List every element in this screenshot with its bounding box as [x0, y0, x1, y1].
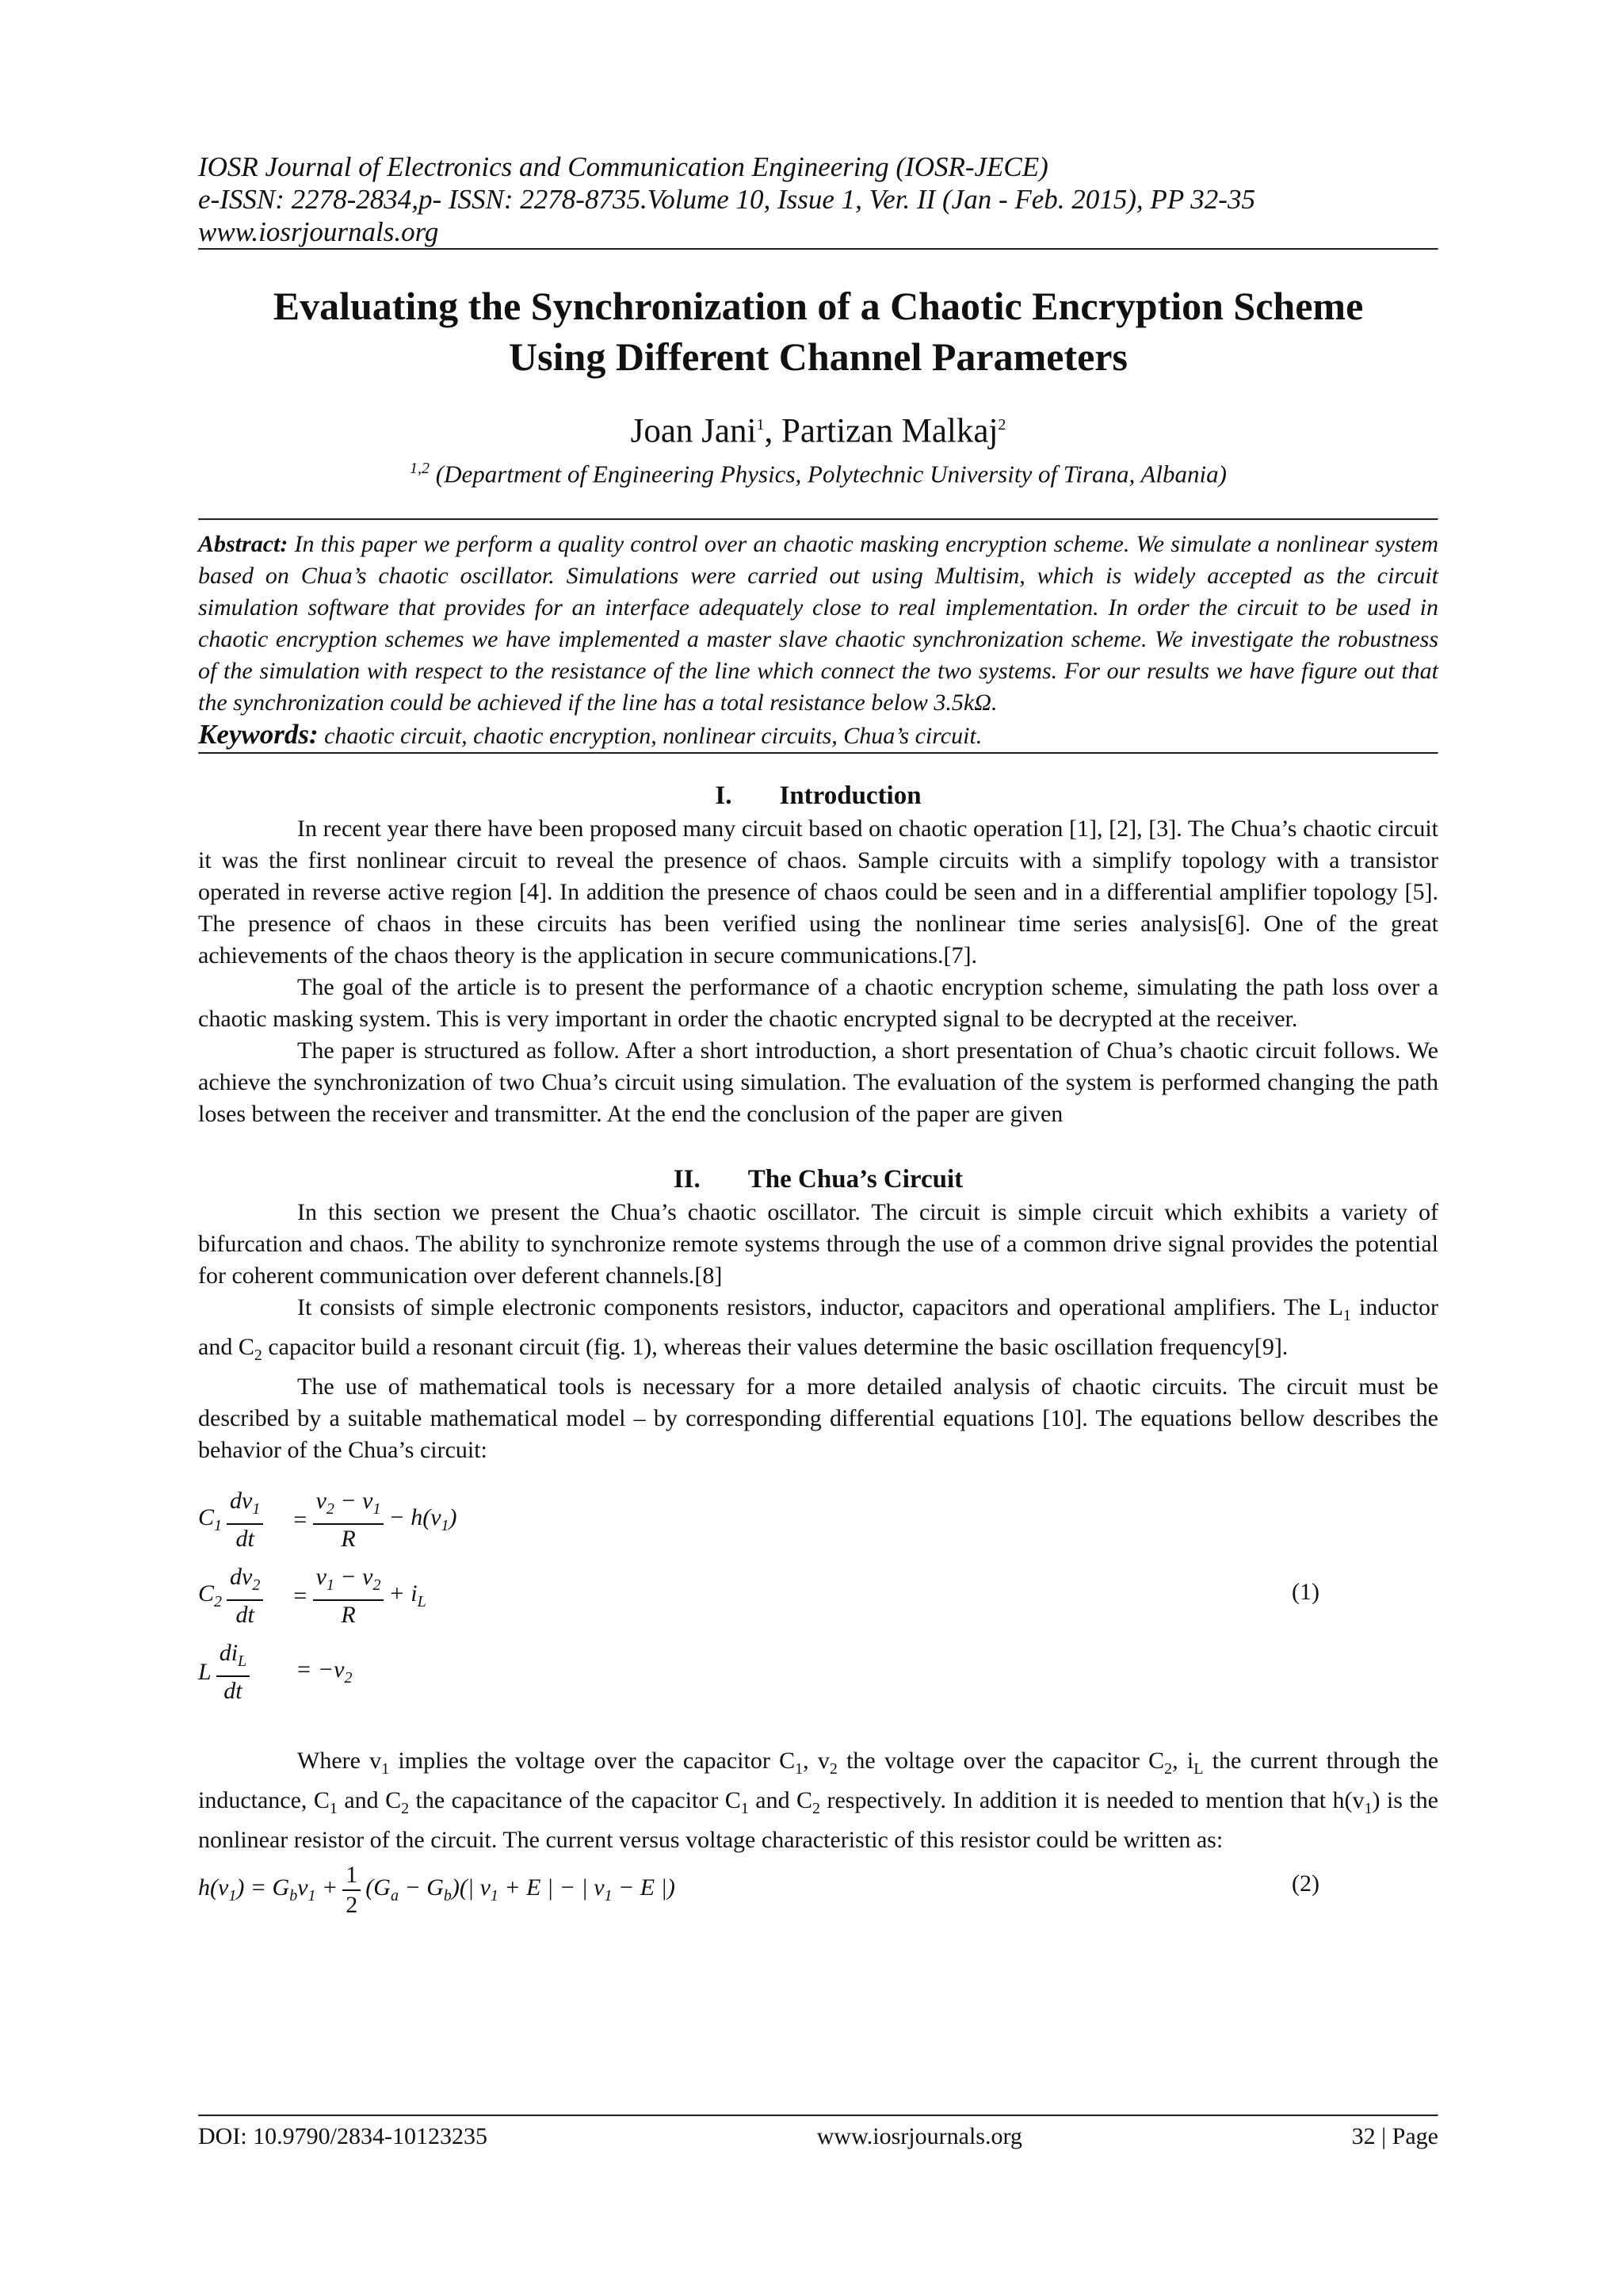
journal-name: IOSR Journal of Electronics and Communication Engineering (IOSR-JECE): [198, 151, 1048, 182]
abstract-text: In this paper we perform a quality control over an chaotic masking encryption scheme. We simulate a nonlinear system based on Chua’s chaotic oscillator. Simulations were carried out using Multisim, which is widely accepted as the circuit simulation software that provides for an interface adequately close to real implementation. In order the circuit to be used in chaotic encryption schemes we have implemented a master slave chaotic synchronization scheme. We investigate the robustness of the simulation with respect to the resistance of the line which connect the two systems. For our results we have figure out that the synchronization could be achieved if the line has a total resistance below 3.5kΩ.: [198, 530, 1438, 716]
equation-1-number: (1): [1292, 1578, 1319, 1605]
journal-header: [198, 151, 1438, 248]
intro-paragraph-1: In recent year there have been proposed many circuit based on chaotic operation [1], [2], [3]. The Chua’s chaotic circuit it was the first nonlinear circuit to reveal the presence of chaos. Sample circuits with a simplify topology with a transistor operated in reverse active region [4]. In addition the presence of chaos could be seen and in a differential amplifier topology [5]. The presence of chaos in these circuits has been verified using the nonlinear time series analysis[6]. One of the great achievements of the chaos theory is the application in secure communications.[7].: [198, 815, 1438, 968]
authors: Joan Jani$^1$, Partizan Malkaj$^2$: [630, 412, 1006, 450]
affiliation: $^{1,2}$ (Department of Engineering Physics, Polytechnic University of Tirana, Albania): [410, 460, 1227, 488]
equation-2: [198, 1861, 1438, 1924]
equation-1-row-1: $C_1$ $\frac{dv_1}{dt}$ = $\frac{v_2 - v_1}{R}$ − $h(v_1)$: [198, 1487, 457, 1552]
section-chua-heading: II. The Chua’s Circuit: [673, 1164, 964, 1194]
chua-paragraph-3: The use of mathematical tools is necessary for a more detailed analysis of chaotic circuits. The circuit must be described by a suitable mathematical model – by corresponding differential equations [10]. The equations bellow describes the behavior of the Chua’s circuit:: [198, 1373, 1438, 1463]
footer-rule: [198, 2115, 1438, 2117]
equation-1: [198, 1487, 1438, 1725]
header-rule: [198, 248, 1438, 250]
footer-doi: DOI: 10.9790/2834-10123235: [198, 2123, 487, 2149]
keywords-text: chaotic circuit, chaotic encryption, nonlinear circuits, Chua’s circuit.: [318, 722, 983, 749]
title-line-1: Evaluating the Synchronization of a Chaotic Encryption Scheme: [273, 284, 1364, 328]
abstract-label: Abstract:: [198, 530, 288, 557]
page-footer: [198, 2115, 1438, 2150]
chua-paragraph-4: Where $v_1$ implies the voltage over the capacitor $C_1$, $v_2$ the voltage over the capacitor $C_2$, $i_L$ the current through the inductance, $C_1$ and $C_2$ the capacitance of the capacitor $C_1$ and $C_2$ respectively. In addition it is needed to mention that $h(v_1)$ is the nonlinear resistor of the circuit. The current versus voltage characteristic of this resistor could be written as:: [198, 1747, 1439, 1853]
paper-title: [198, 281, 1438, 382]
chua-paragraph-2: It consists of simple electronic components resistors, inductor, capacitors and operational amplifiers. The $L_1$ inductor and $C_2$ capacitor build a resonant circuit (fig. 1), whereas their values determine the basic oscillation frequency[9].: [198, 1293, 1438, 1364]
keywords-label: Keywords:: [198, 718, 319, 750]
equation-2-number: (2): [1292, 1870, 1319, 1897]
keywords: [198, 719, 1438, 752]
author-2-sup: 2: [998, 416, 1006, 434]
author-1: Joan Jani: [630, 412, 757, 450]
author-1-sup: 1: [756, 416, 765, 434]
page-body: [198, 151, 1438, 1924]
footer-page: 32 | Page: [1351, 2123, 1438, 2149]
abstract-rule-bottom: [198, 752, 1438, 755]
equation-1-row-3: L $\frac{di_L}{dt}$ = $-v_2$: [198, 1639, 353, 1704]
chua-paragraph-1: In this section we present the Chua’s chaotic oscillator. The circuit is simple circuit which exhibits a variety of bifurcation and chaos. The ability to synchronize remote systems through the use of a common drive signal provides the potential for coherent communication over deferent channels.[8]: [198, 1198, 1438, 1289]
footer-site: www.iosrjournals.org: [816, 2123, 1022, 2149]
intro-paragraph-2: The goal of the article is to present the performance of a chaotic encryption scheme, simulating the path loss over a chaotic masking system. This is very important in order the chaotic encrypted signal to be decrypted at the receiver.: [198, 973, 1438, 1032]
abstract-rule-top: [198, 518, 1438, 521]
author-2: Partizan Malkaj: [781, 412, 999, 450]
equation-2-body: $h(v_1) = G_bv_1$ + $\frac{1}{2}$ $(G_a - G_b)(|$ $v_1 + E$ | − | $v_1 - E$ |): [198, 1861, 675, 1918]
intro-paragraph-3: The paper is structured as follow. After a short introduction, a short presentation of Chua’s chaotic circuit follows. We achieve the synchronization of two Chua’s circuit using simulation. The evaluation of the system is performed changing the path loses between the receiver and transmitter. At the end the conclusion of the paper are given: [198, 1037, 1438, 1127]
journal-issn: e-ISSN: 2278-2834,p- ISSN: 2278-8735.Volume 10, Issue 1, Ver. II (Jan - Feb. 2015), PP 32-35: [198, 184, 1255, 215]
equation-1-row-2: $C_2$ $\frac{dv_2}{dt}$ = $\frac{v_1 - v_2}{R}$ + $i_L$: [198, 1563, 426, 1628]
title-line-2: Using Different Channel Parameters: [509, 334, 1128, 379]
section-introduction-heading: I. Introduction: [715, 781, 922, 810]
journal-url: www.iosrjournals.org: [198, 216, 439, 247]
abstract: [198, 529, 1438, 719]
